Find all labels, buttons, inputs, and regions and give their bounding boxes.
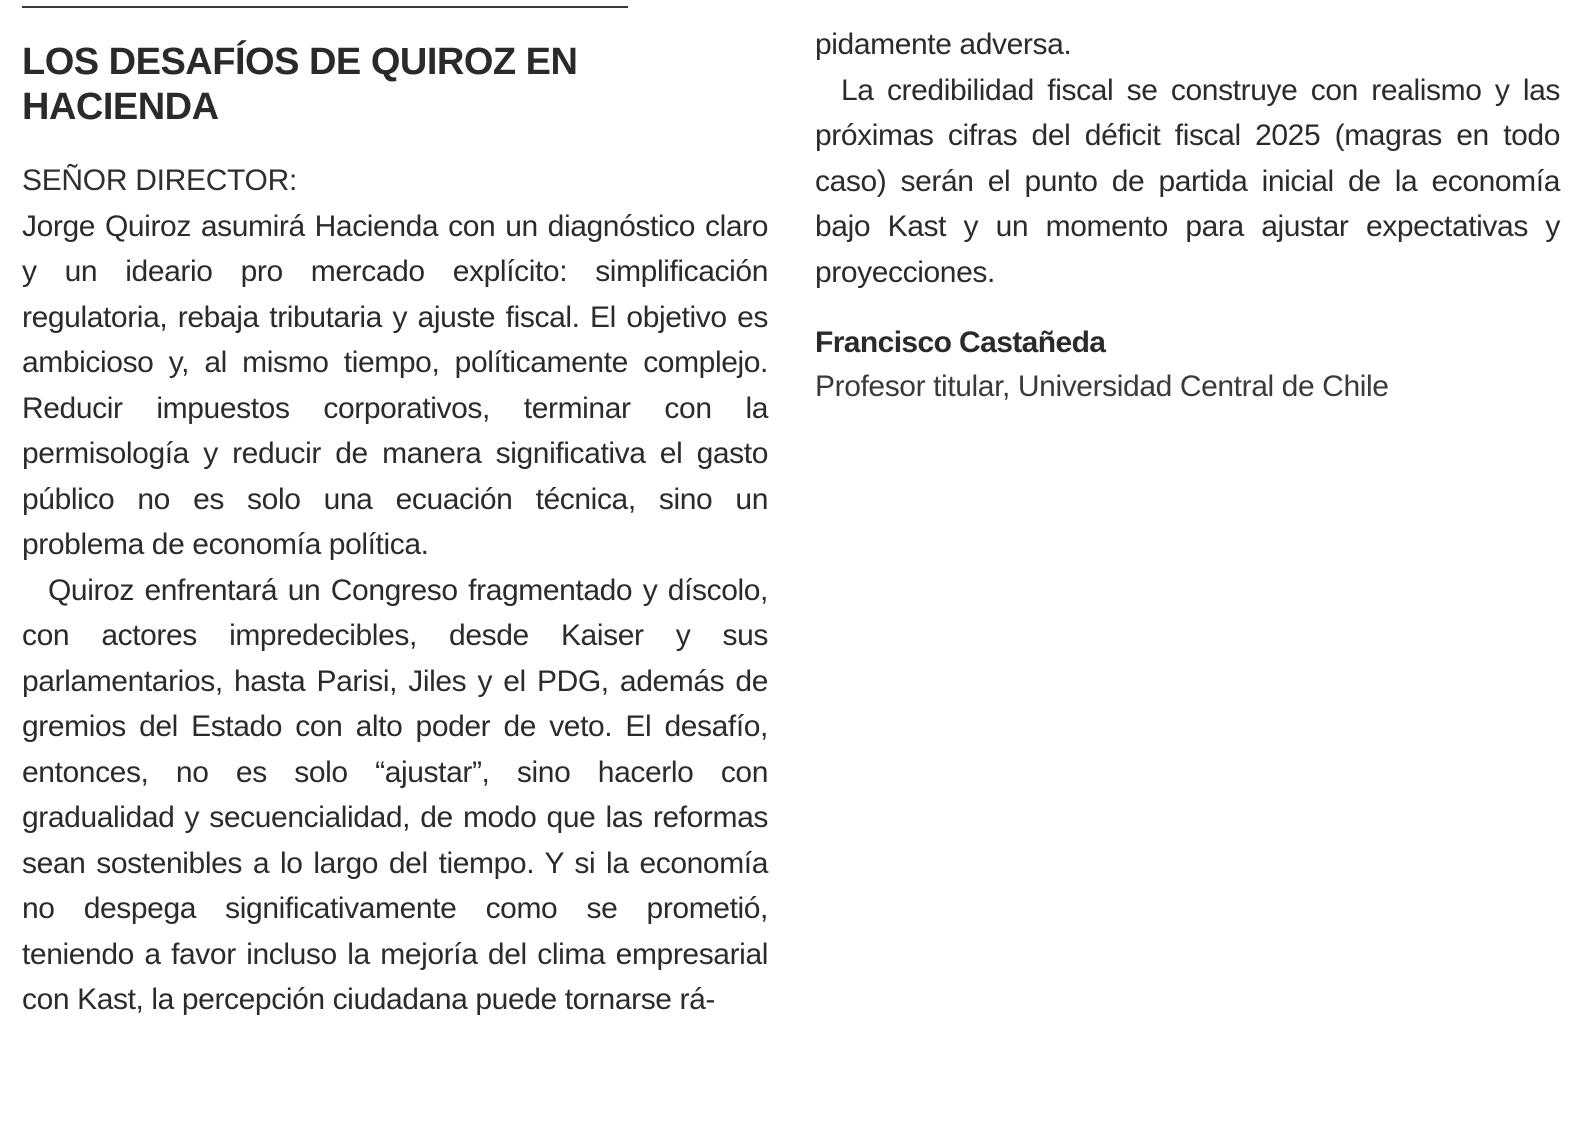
- letter-headline: LOS DESAFÍOS DE QUIROZ EN HACIENDA: [22, 41, 578, 128]
- right-column: [815, 22, 1560, 409]
- letter-paragraph-1: Jorge Quiroz asumirá Hacienda con un diagnóstico claro y un ideario pro mercado explícito: simplificación regulatoria, rebaja tributaria y ajuste fiscal. El objetivo es ambicioso y, al mismo tiempo, políticamente complejo. Reducir impuestos corporativos, terminar con la permisología y reducir de manera significativa el gasto público no es solo una ecuación técnica, sino un problema de economía política.: [22, 209, 768, 561]
- left-column: [22, 40, 768, 1023]
- top-rule: [22, 6, 628, 8]
- letter-paragraph-2: Quiroz enfrentará un Congreso fragmentado y díscolo, con actores impredecibles, desde Kaiser y sus parlamentarios, hasta Parisi, Jiles y el PDG, además de gremios del Estado con alto poder de veto. El desafío, entonces, no es solo “ajustar”, sino hacerlo con gradualidad y secuencialidad, de modo que las reformas sean sostenibles a lo largo del tiempo. Y si la economía no despega significativamente como se prometió, teniendo a favor incluso la mejoría del clima empresarial con Kast, la percepción ciudadana puede tornarse rá-: [22, 573, 768, 1016]
- author-affiliation: Profesor titular, Universidad Central de Chile: [815, 370, 1389, 403]
- letter-paragraph-3: La credibilidad fiscal se construye con realismo y las próximas cifras del déficit fiscal 2025 (magras en todo caso) serán el punto de partida inicial de la economía bajo Kast y un momento para ajustar expectativas y proyecciones.: [815, 73, 1560, 289]
- author-name: Francisco Castañeda: [815, 326, 1106, 359]
- salutation: SEÑOR DIRECTOR:: [22, 164, 297, 197]
- letter-paragraph-continuation: pidamente adversa.: [815, 28, 1072, 61]
- signature-block: [815, 321, 1560, 409]
